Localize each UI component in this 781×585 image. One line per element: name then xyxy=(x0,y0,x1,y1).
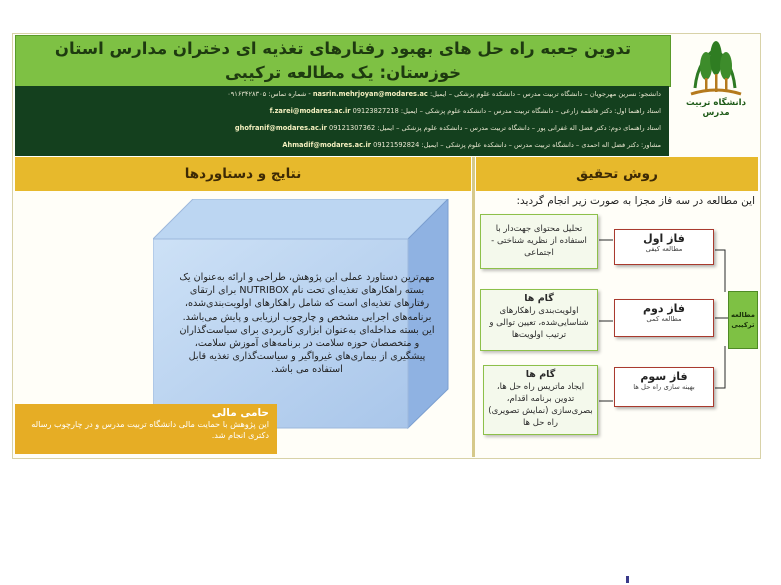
phase1-box: فاز اول مطالعه کیفی xyxy=(614,229,714,265)
funding-text: این پژوهش با حمایت مالی دانشگاه تربیت مدرس و در چارچوب رساله دکتری انجام شد. xyxy=(31,419,269,440)
funding-box xyxy=(15,404,277,454)
phase1-step-box: تحلیل محتوای جهت‌دار با استفاده از نظریه شناختی - اجتماعی xyxy=(480,214,598,269)
author-row: استاد راهنما اول: دکتر فاطمه زارعی – دانشگاه تربیت مدرس – دانشکده علوم پزشکی – ایمیل: f.zarei@modares.ac.ir 09123827218 xyxy=(269,107,661,115)
phase2-step-box: گام ها اولویت‌بندی راهکارهای شناسایی‌شده، تعیین توالی و ترتیب اولویت‌ها xyxy=(480,289,598,351)
author-row: مشاور: دکتر فضل اله احمدی – دانشگاه تربیت مدرس – دانشکده علوم پزشکی – ایمیل: Ahmadif@modares.ac.ir 09121592824 xyxy=(282,141,661,149)
author-email[interactable]: nasrin.mehrjoyan@modares.ac xyxy=(312,90,428,98)
author-email[interactable]: ghofranif@modares.ac.ir xyxy=(234,124,327,132)
author-email[interactable]: Ahmadif@modares.ac.ir xyxy=(282,141,372,149)
university-name: دانشگاه تربیت مدرس xyxy=(685,98,747,118)
method-section-header: روش تحقیق xyxy=(476,157,758,191)
phase3-step-box: گام ها ایجاد ماتریس راه حل ها، تدوین برنامه اقدام، بصری‌سازی (نمایش تصویری) راه حل ها xyxy=(483,365,598,435)
author-row: دانشجو: نسرین مهرجویان – دانشگاه تربیت مدرس – دانشکده علوم پزشکی – ایمیل: nasrin.mehrjoyan@modares.ac - شماره تماس: ۰۹۱۶۳۴۲۸۳۰۵ xyxy=(227,90,661,98)
author-email[interactable]: f.zarei@modares.ac.ir xyxy=(269,107,351,115)
results-section-header: نتایج و دستاوردها xyxy=(15,157,471,191)
phase3-box: فاز سوم بهینه سازی راه حل ها xyxy=(614,367,714,407)
method-intro: این مطالعه در سه فاز مجزا به صورت زیر انجام گردید: xyxy=(516,195,755,207)
funding-heading: حامی مالی xyxy=(211,407,269,419)
author-row: استاد راهنمای دوم: دکتر فضل اله غفرانی پور – دانشگاه تربیت مدرس – دانشکده علوم پزشکی – ایمیل: ghofranif@modares.ac.ir 09121307362 xyxy=(234,124,661,132)
mixed-method-label: مطالعه ترکیبی xyxy=(728,291,758,349)
stray-mark xyxy=(626,576,629,583)
poster-title: تدوین جعبه راه حل های بهبود رفتارهای تغذیه ای دختران مدارس استان خوزستان: یک مطالعه ترکیبی xyxy=(54,39,632,82)
poster xyxy=(12,33,761,459)
phase2-box: فاز دوم مطالعه کمی xyxy=(614,299,714,337)
results-text: مهم‌ترین دستاورد عملی این پژوهش، طراحی و ارائه به‌عنوان یک بسته راهکارهای تغذیه‌ای تحت نام NUTRIBOX برای ارتقای رفتارهای تغذیه‌ای است که شامل راهکارهای اولویت‌بندی‌شده، برنامه‌های اجرایی مشخص و چارچوب ارزیابی و پایش می‌باشد. این بسته مداخله‌ای به‌عنوان ابزاری کاربردی برای سیاست‌گذاران و متخصصان حوزه سلامت در برنامه‌های آموزش سلامت، پیشگیری از بیماری‌های غیرواگیر و سیاست‌گذاری تغذیه قابل استفاده می باشد. xyxy=(179,272,435,376)
